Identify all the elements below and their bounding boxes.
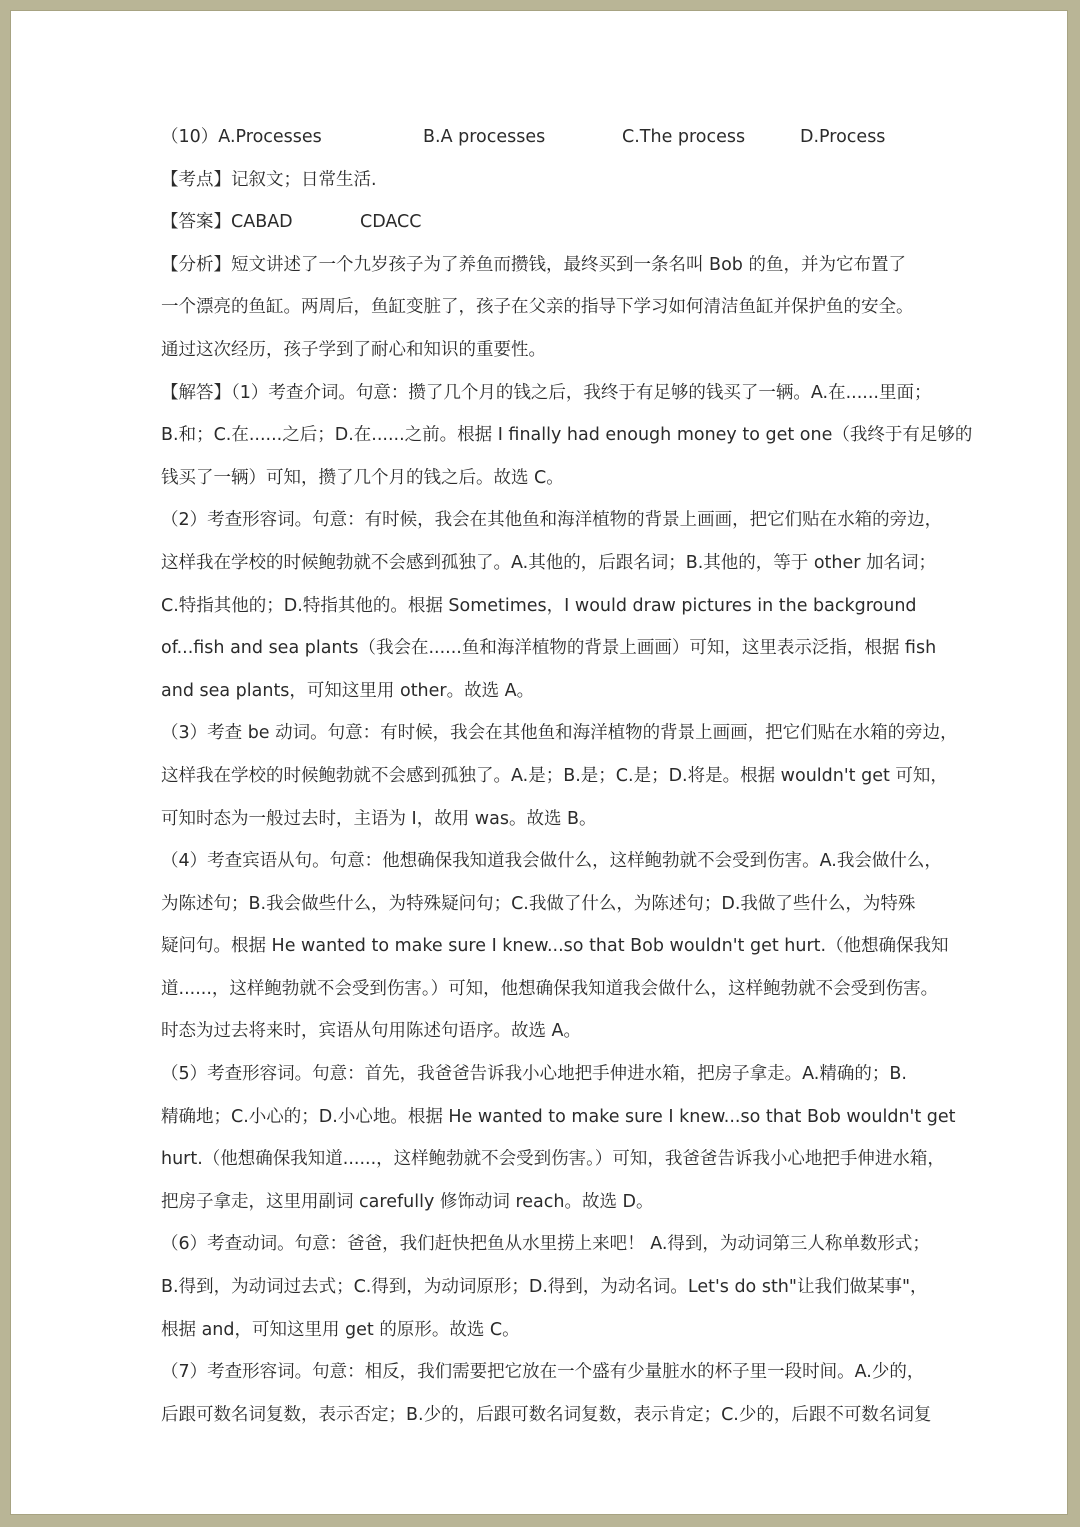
answer-part-2: CDACC bbox=[360, 212, 422, 233]
text-line: （4）考查宾语从句。句意：他想确保我知道我会做什么，这样鲍勃就不会受到伤害。A.我会做什么， bbox=[161, 851, 942, 872]
answer-part-1: 【答案】CABAD bbox=[161, 212, 293, 233]
option-a: A.Processes bbox=[218, 127, 322, 147]
text-line: 精确地；C.小心的；D.小心地。根据 He wanted to make sure I knew...so that Bob wouldn't get bbox=[161, 1106, 956, 1127]
text-line: 疑问句。根据 He wanted to make sure I knew...so that Bob wouldn't get hurt.（他想确保我知 bbox=[161, 936, 949, 957]
option-c: C.The process bbox=[622, 127, 746, 147]
question-10-number: （10）A.Processes bbox=[161, 127, 322, 147]
document-body bbox=[161, 116, 981, 1436]
analysis-text bbox=[161, 244, 981, 1437]
text-line: 可知时态为一般过去时，主语为 I，故用 was。故选 B。 bbox=[161, 808, 597, 829]
text-line: 后跟可数名词复数，表示否定；B.少的，后跟可数名词复数，表示肯定；C.少的，后跟不可数名词复 bbox=[161, 1404, 932, 1425]
text-line: 这样我在学校的时候鲍勃就不会感到孤独了。A.是；B.是；C.是；D.将是。根据 wouldn't get 可知， bbox=[161, 765, 948, 786]
text-line: 把房子拿走，这里用副词 carefully 修饰动词 reach。故选 D。 bbox=[161, 1191, 654, 1212]
text-line: 一个漂亮的鱼缸。两周后，鱼缸变脏了，孩子在父亲的指导下学习如何清洁鱼缸并保护鱼的安全。 bbox=[161, 297, 914, 318]
text-line: hurt.（他想确保我知道......，这样鲍勃就不会受到伤害。）可知，我爸爸告诉我小心地把手伸进水箱， bbox=[161, 1149, 945, 1170]
text-line: （6）考查动词。句意：爸爸，我们赶快把鱼从水里捞上来吧！ A.得到，为动词第三人称单数形式； bbox=[161, 1234, 930, 1255]
document-page bbox=[10, 10, 1068, 1515]
text-line: 【解答】（1）考查介词。句意：攒了几个月的钱之后，我终于有足够的钱买了一辆。A.在......里面； bbox=[161, 382, 932, 403]
text-line: （3）考查 be 动词。句意：有时候，我会在其他鱼和海洋植物的背景上画画，把它们贴在水箱的旁边， bbox=[161, 723, 958, 744]
text-line: 道......，这样鲍勃就不会受到伤害。）可知，他想确保我知道我会做什么，这样鲍勃就不会受到伤害。 bbox=[161, 978, 939, 999]
text-line: 根据 and，可知这里用 get 的原形。故选 C。 bbox=[161, 1319, 520, 1340]
text-line: 这样我在学校的时候鲍勃就不会感到孤独了。A.其他的，后跟名词；B.其他的，等于 other 加名词； bbox=[161, 552, 937, 573]
text-line: C.特指其他的；D.特指其他的。根据 Sometimes，I would draw pictures in the background bbox=[161, 595, 917, 616]
text-line: and sea plants，可知这里用 other。故选 A。 bbox=[161, 680, 535, 701]
kaodian-line: 【考点】记叙文；日常生活. bbox=[161, 169, 377, 190]
text-line: （2）考查形容词。句意：有时候，我会在其他鱼和海洋植物的背景上画画，把它们贴在水箱的旁边， bbox=[161, 510, 943, 531]
text-line: of...fish and sea plants（我会在......鱼和海洋植物的背景上画画）可知，这里表示泛指，根据 fish bbox=[161, 638, 937, 659]
text-line: 通过这次经历，孩子学到了耐心和知识的重要性。 bbox=[161, 339, 546, 360]
option-d: D.Process bbox=[800, 127, 886, 147]
answer-line bbox=[161, 201, 981, 244]
text-line: 为陈述句；B.我会做些什么，为特殊疑问句；C.我做了什么，为陈述句；D.我做了些什么，为特殊 bbox=[161, 893, 916, 914]
text-line: （7）考查形容词。句意：相反，我们需要把它放在一个盛有少量脏水的杯子里一段时间。A.少的， bbox=[161, 1362, 925, 1383]
option-b: B.A processes bbox=[423, 127, 546, 147]
text-line: （5）考查形容词。句意：首先，我爸爸告诉我小心地把手伸进水箱，把房子拿走。A.精确的；B. bbox=[161, 1064, 907, 1085]
question-10-options bbox=[161, 116, 981, 159]
text-line: 钱买了一辆）可知，攒了几个月的钱之后。故选 C。 bbox=[161, 467, 564, 488]
text-line: 【分析】短文讲述了一个九岁孩子为了养鱼而攒钱，最终买到一条名叫 Bob 的鱼，并为它布置了 bbox=[161, 254, 906, 275]
text-line: B.和；C.在......之后；D.在......之前。根据 I finally had enough money to get one（我终于有足够的 bbox=[161, 425, 973, 446]
text-line: 时态为过去将来时，宾语从句用陈述句语序。故选 A。 bbox=[161, 1021, 582, 1042]
text-line: B.得到，为动词过去式；C.得到，为动词原形；D.得到，为动名词。Let's do sth"让我们做某事"， bbox=[161, 1277, 928, 1298]
